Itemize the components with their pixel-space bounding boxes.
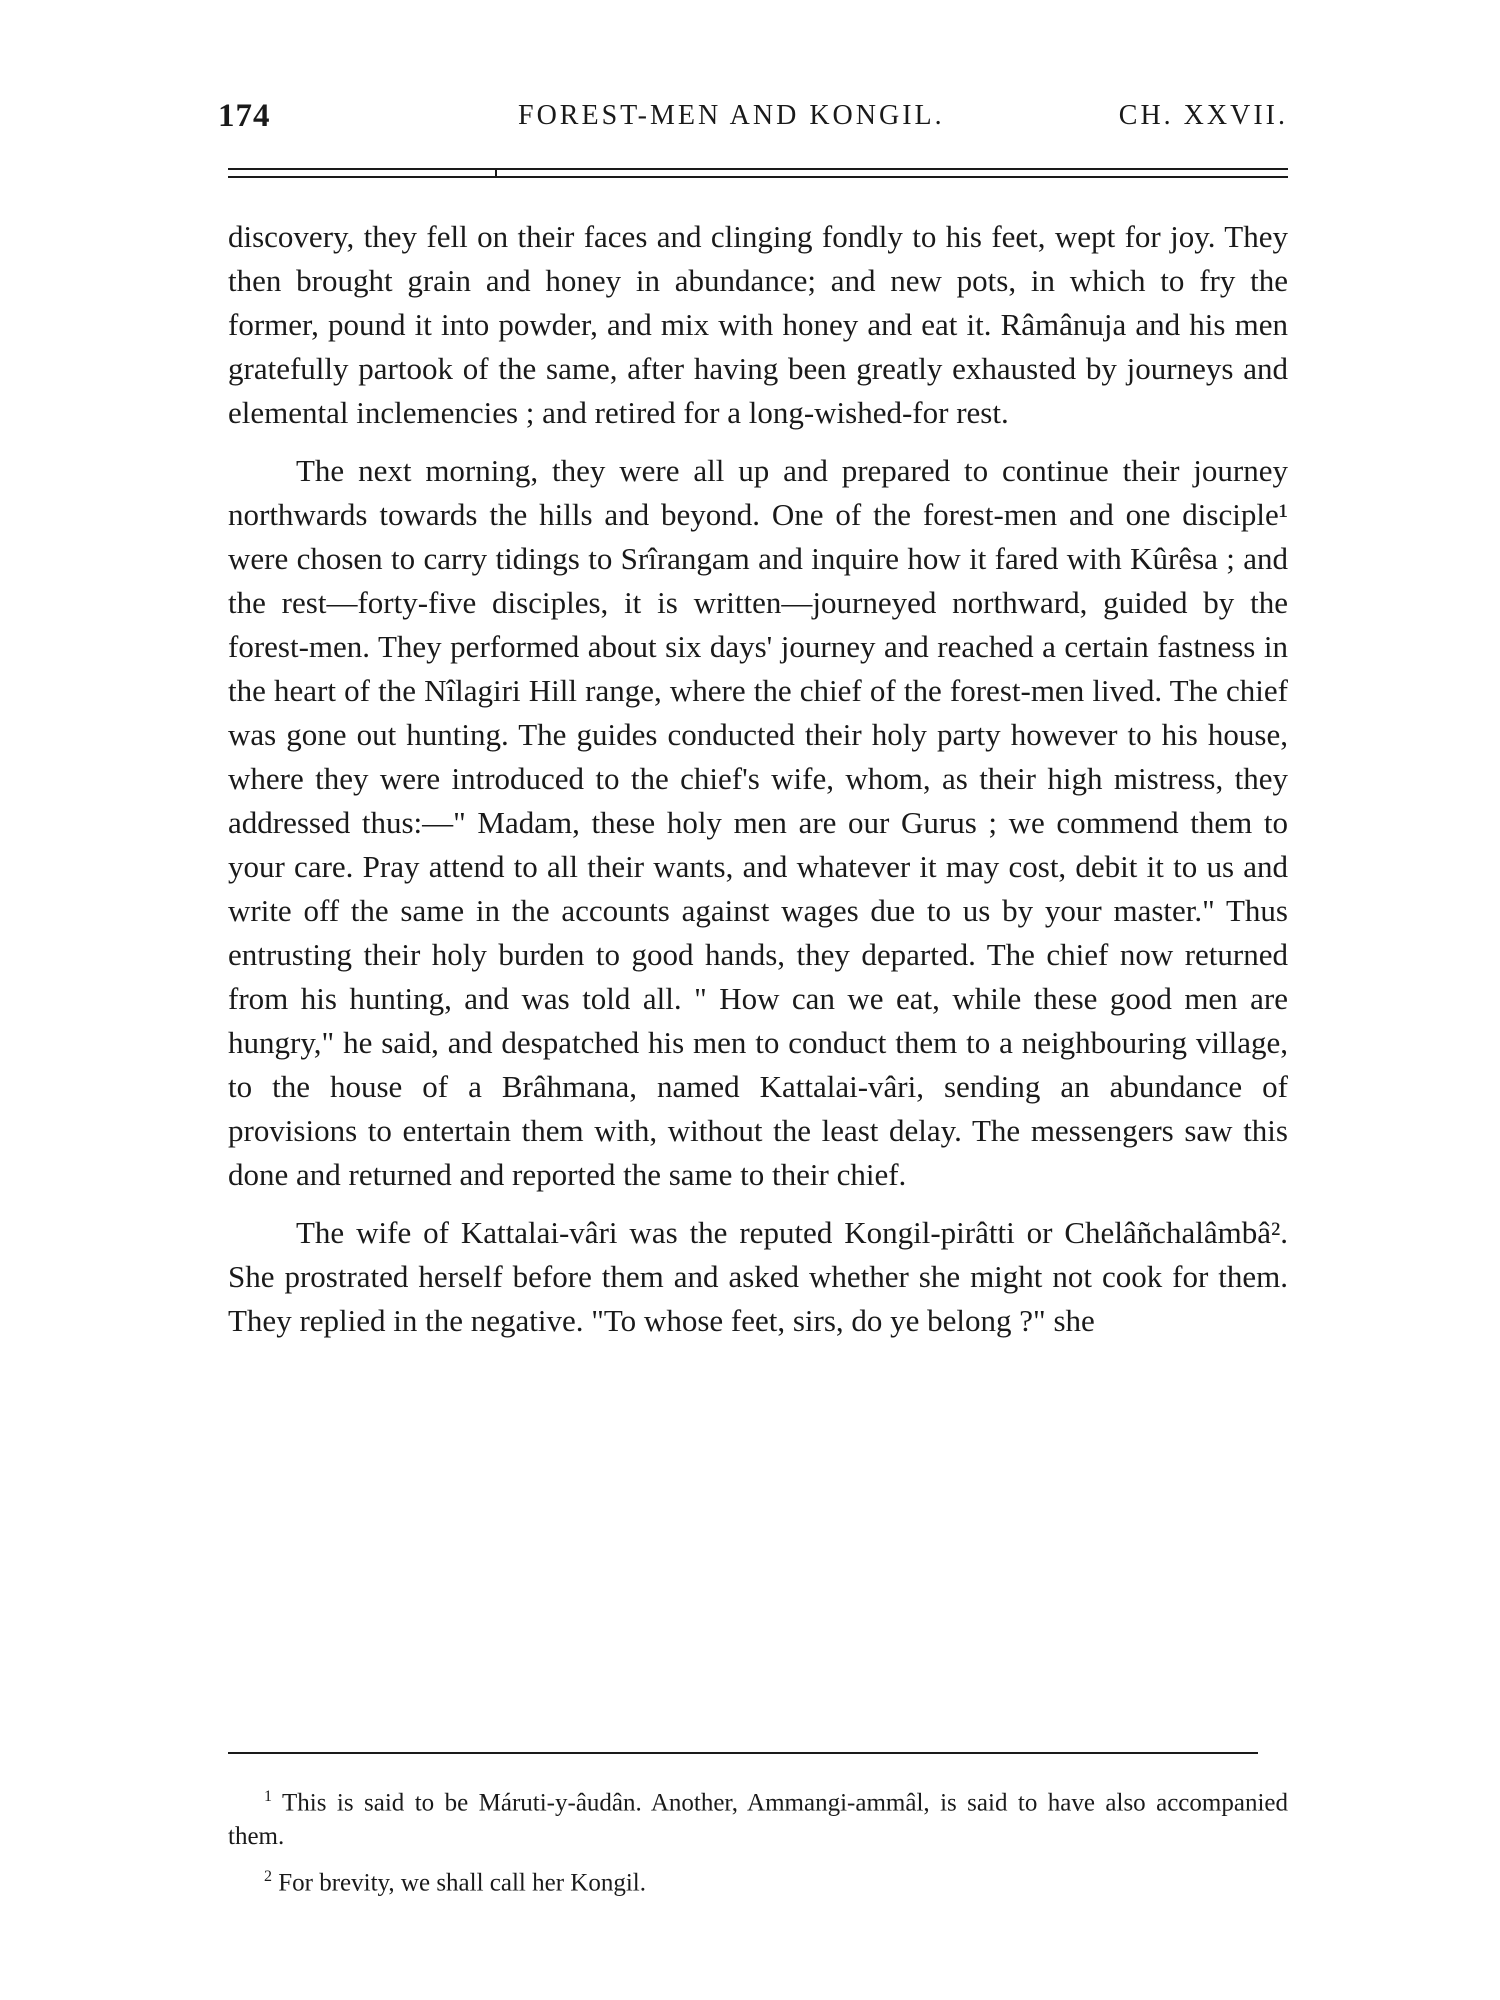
header-rule-tick [495,168,497,178]
footnote-2-mark: 2 [264,1868,272,1886]
header-rule-top [228,168,1288,170]
footnote-2 [228,1860,1288,1900]
paragraph-2: The next morning, they were all up and prepared to continue their journey northwards towards the hills and beyond. One of the forest-men and one disciple¹ were chosen to carry tidings to Srîrangam and inquire how it fared with Kûrêsa ; and the rest—forty-five disciples, it is written—journeyed northward, guided by the forest-men. They performed about six days' journey and reached a certain fastness in the heart of the Nîlagiri Hill range, where the chief of the forest-men lived. The chief was gone out hunting. The guides conducted their holy party however to his house, where they were introduced to the chief's wife, whom, as their high mistress, they addressed thus:—" Madam, these holy men are our Gurus ; we commend them to your care. Pray attend to all their wants, and whatever it may cost, debit it to us and write off the same in the accounts against wages due to us by your master." Thus entrusting their holy burden to good hands, they departed. The chief now returned from his hunting, and was told all. " How can we eat, while these good men are hungry," he said, and despatched his men to conduct them to a neighbouring village, to the house of a Brâhmana, named Kattalai-vâri, sending an abundance of provisions to entertain them with, without the least delay. The messengers saw this done and returned and reported the same to their chief. [228,453,1288,1192]
footnote-2-text: For brevity, we shall call her Kongil. [278,1869,646,1897]
footnote-1-mark: 1 [264,1788,272,1805]
running-title: FOREST-MEN AND KONGIL. [518,100,945,131]
page-header [218,98,1288,148]
chapter-label: CH. XXVII. [1118,100,1288,131]
paragraph-3: The wife of Kattalai-vâri was the reputed Kongil-pirâtti or Chelâñchalâmbâ². She prostrated herself before them and asked whether she might not cook for them. They replied in the negative. "To whose feet, sirs, do ye belong ?" she [228,1215,1288,1338]
footnote-1-text: This is said to be Máruti-y-âudân. Another, Ammangi-ammâl, is said to have also accompanied them. [228,1789,1288,1851]
footnotes [228,1780,1288,1907]
page-number: 174 [218,98,271,134]
header-rule-bottom [228,176,1288,178]
paragraph-1: discovery, they fell on their faces and clinging fondly to his feet, wept for joy. They then brought grain and honey in abundance; and new pots, in which to fry the former, pound it into powder, and mix with honey and eat it. Râmânuja and his men gratefully partook of the same, after having been greatly exhausted by journeys and elemental inclemencies ; and retired for a long-wished-for rest. [228,219,1288,430]
footnote-1 [228,1780,1288,1854]
footnote-rule [228,1752,1258,1754]
body-text [228,215,1288,1357]
